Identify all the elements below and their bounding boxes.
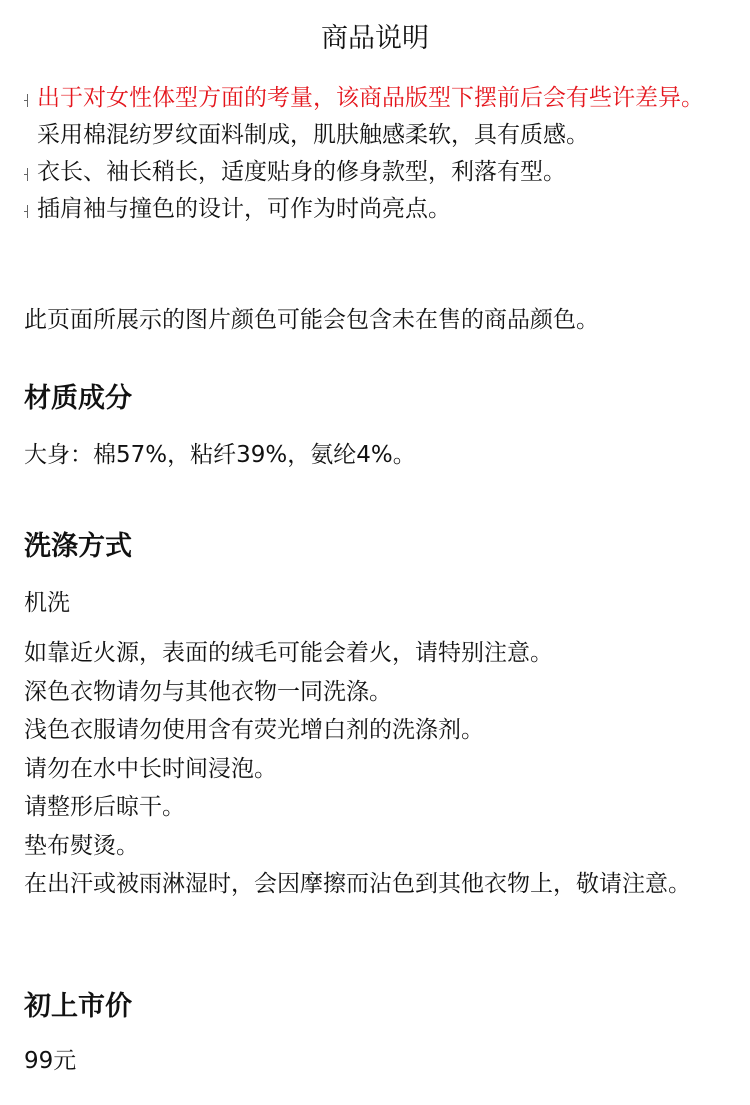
bullet-marker-icon [27, 205, 28, 218]
care-note: 垫布熨烫。 [24, 832, 139, 859]
price-value: 99元 [24, 1048, 77, 1074]
material-heading: 材质成分 [24, 383, 132, 414]
care-note: 请勿在水中长时间浸泡。 [24, 755, 277, 782]
care-note: 如靠近火源，表面的绒毛可能会着火，请特别注意。 [24, 640, 553, 666]
care-note: 深色衣物请勿与其他衣物一同洗涤。 [24, 678, 392, 705]
bullet-text: 插肩袖与撞色的设计，可作为时尚亮点。 [37, 196, 451, 222]
care-note: 请整形后晾干。 [24, 794, 185, 820]
description-bullet-sleeve [24, 191, 734, 228]
color-disclaimer: 此页面所展示的图片颜色可能会包含未在售的商品颜色。 [24, 307, 599, 333]
description-bullet-fabric [24, 117, 734, 154]
description-bullet-length [24, 154, 734, 191]
description-bullet-fit-note [24, 80, 734, 117]
page-title: 商品说明 [321, 23, 429, 54]
bullet-marker-icon [27, 168, 28, 181]
bullet-marker-icon [27, 94, 28, 107]
care-note: 在出汗或被雨淋湿时，会因摩擦而沾色到其他衣物上，敬请注意。 [24, 871, 691, 897]
care-note: 浅色衣服请勿使用含有荧光增白剂的洗涤剂。 [24, 717, 484, 743]
material-composition: 大身：棉57%，粘纤39%，氨纶4%。 [24, 442, 416, 468]
bullet-text: 采用棉混纺罗纹面料制成，肌肤触感柔软，具有质感。 [37, 122, 589, 148]
washing-heading: 洗涤方式 [24, 531, 132, 562]
description-bullet-list [24, 80, 734, 228]
bullet-text: 衣长、袖长稍长，适度贴身的修身款型，利落有型。 [37, 159, 566, 185]
washing-method: 机洗 [24, 590, 70, 616]
care-instructions [24, 634, 734, 904]
price-heading: 初上市价 [24, 991, 132, 1022]
bullet-text: 出于对女性体型方面的考量，该商品版型下摆前后会有些许差异。 [37, 85, 704, 111]
